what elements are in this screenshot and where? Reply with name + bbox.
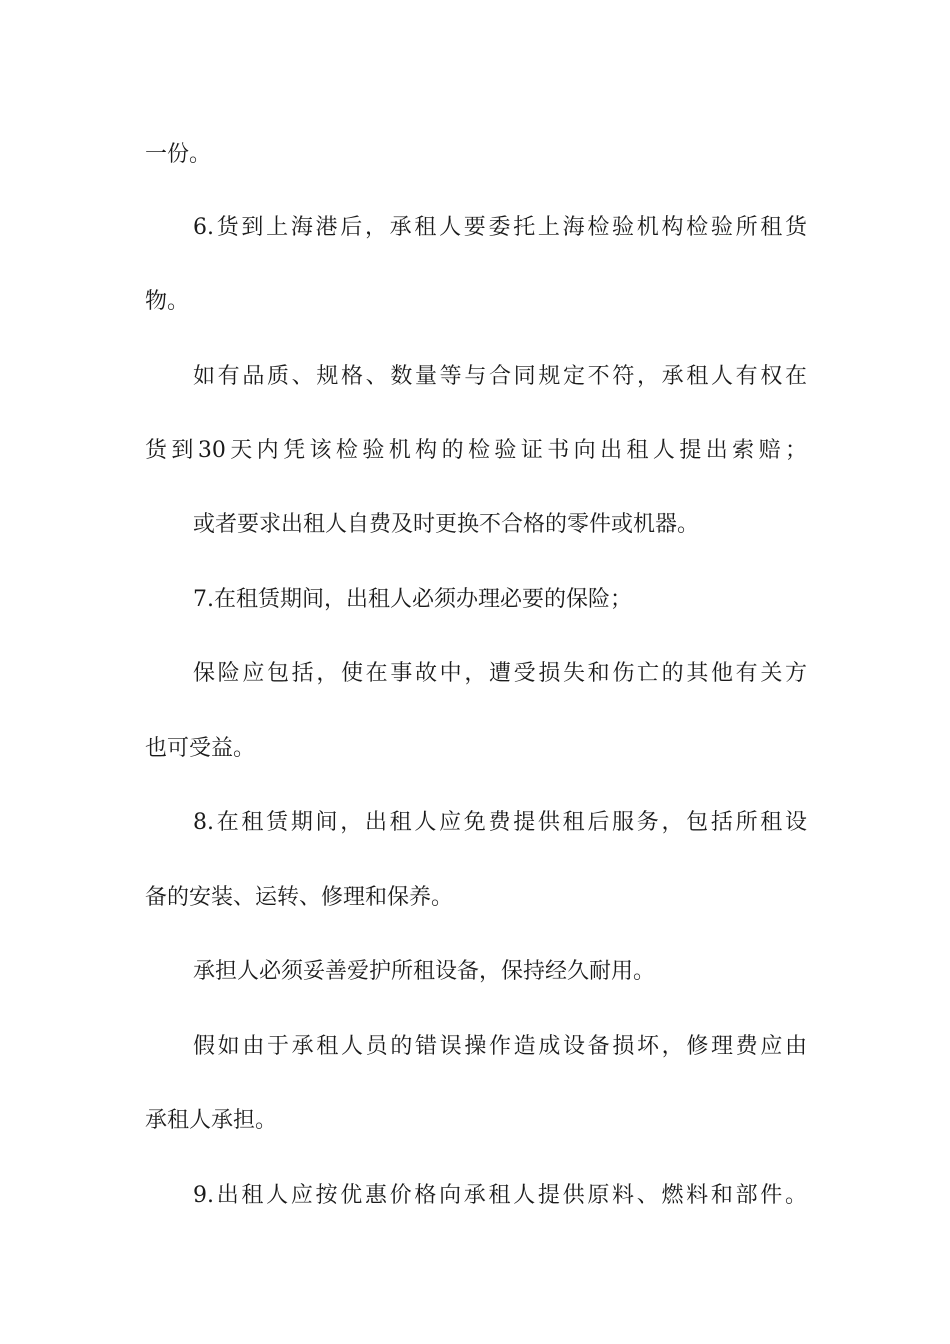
- text-line: 一份。: [145, 142, 212, 167]
- text-line: 7.在租赁期间，出租人必须办理必要的保险；: [193, 587, 632, 612]
- text-line: 也可受益。: [145, 736, 256, 761]
- text-line: 9.出租人应按优惠价格向承租人提供原料、燃料和部件。: [193, 1183, 807, 1208]
- text-line: 如有品质、规格、数量等与合同规定不符，承租人有权在: [193, 364, 807, 389]
- text-line: 物。: [145, 289, 190, 314]
- text-line: 8.在租赁期间，出租人应免费提供租后服务，包括所租设: [193, 810, 807, 835]
- text-line: 假如由于承租人员的错误操作造成设备损坏，修理费应由: [193, 1034, 807, 1059]
- text-line: 或者要求出租人自费及时更换不合格的零件或机器。: [193, 512, 700, 537]
- text-line: 6.货到上海港后，承租人要委托上海检验机构检验所租货: [193, 215, 807, 240]
- text-line: 货到30天内凭该检验机构的检验证书向出租人提出索赔；: [145, 438, 807, 463]
- text-line: 承担人必须妥善爱护所租设备，保持经久耐用。: [193, 959, 656, 984]
- text-line: 承租人承担。: [145, 1108, 278, 1133]
- text-line: 保险应包括，使在事故中，遭受损失和伤亡的其他有关方: [193, 661, 807, 686]
- text-line: 备的安装、运转、修理和保养。: [145, 885, 454, 910]
